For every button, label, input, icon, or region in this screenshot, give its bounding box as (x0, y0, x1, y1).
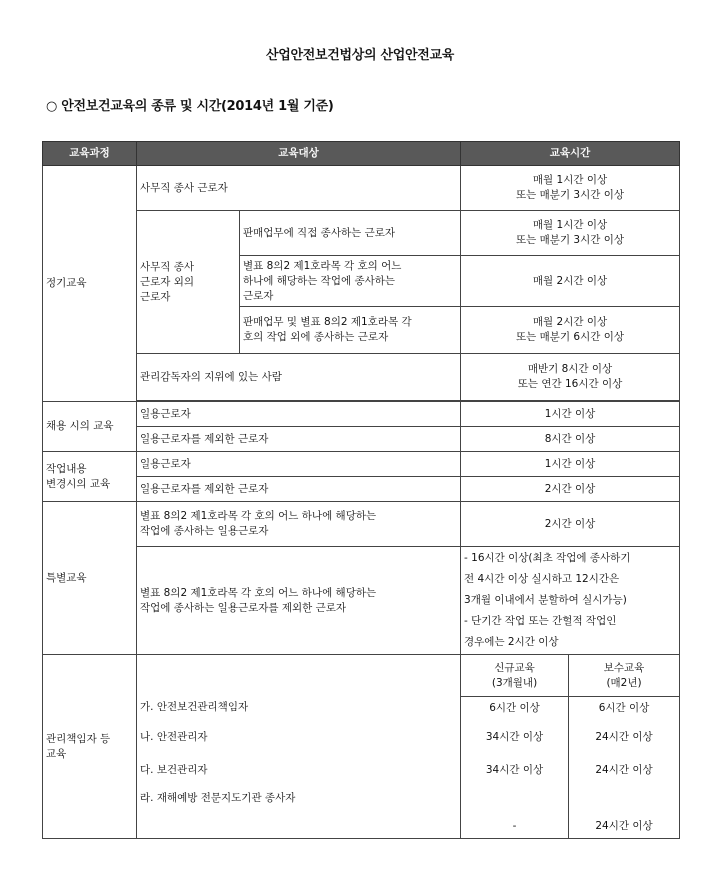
table-row (43, 354, 680, 401)
target-hiring-daily: 일용근로자 (137, 402, 461, 427)
table-row (43, 502, 680, 547)
document-title: 산업안전보건법상의 산업안전교육 (265, 48, 455, 63)
target-change-daily: 일용근로자 (137, 452, 461, 477)
table-row (43, 427, 680, 452)
table-row (43, 477, 680, 502)
target-office-worker: 사무직 종사 근로자 (137, 166, 461, 211)
table-row (43, 402, 680, 427)
time-hiring-daily: 1시간 이상 (461, 402, 680, 427)
target-other: 판매업무 및 별표 8의2 제1호라목 각 호의 작업 외에 종사하는 근로자 (240, 307, 461, 354)
course-special: 특별교육 (43, 502, 137, 655)
refresh-manager-3: 24시간 이상 (569, 787, 680, 839)
table-row (43, 721, 680, 754)
header-time: 교육시간 (461, 142, 680, 166)
time-sales: 매월 1시간 이상 또는 매분기 3시간 이상 (461, 211, 680, 256)
course-hiring: 채용 시의 교육 (43, 402, 137, 452)
table-header-row (43, 142, 680, 166)
refresh-manager-2: 24시간 이상 (569, 754, 680, 787)
target-manager-3: 라. 재해예방 전문지도기관 종사자 (137, 787, 461, 839)
table-row (43, 655, 680, 697)
target-manager-2: 다. 보건관리자 (137, 754, 461, 787)
target-manager-0: 가. 안전보건관리책임자 (137, 655, 461, 721)
time-table8: 매월 2시간 이상 (461, 256, 680, 307)
refresh-manager-1: 24시간 이상 (569, 721, 680, 754)
time-supervisor: 매반기 8시간 이상 또는 연간 16시간 이상 (461, 354, 680, 401)
table-row (43, 547, 680, 655)
header-refresh-education: 보수교육 (매2년) (569, 655, 680, 697)
table-row (43, 754, 680, 787)
table-row (43, 211, 680, 256)
time-change-daily: 1시간 이상 (461, 452, 680, 477)
target-manager-1: 나. 안전관리자 (137, 721, 461, 754)
time-office-worker: 매월 1시간 이상 또는 매분기 3시간 이상 (461, 166, 680, 211)
target-special-daily: 별표 8의2 제1호라목 각 호의 어느 하나에 해당하는 작업에 종사하는 일용근로자 (137, 502, 461, 547)
target-non-office: 사무직 종사 근로자 외의 근로자 (137, 211, 240, 354)
table-row (43, 166, 680, 211)
course-change: 작업내용 변경시의 교육 (43, 452, 137, 502)
target-special-non-daily: 별표 8의2 제1호라목 각 호의 어느 하나에 해당하는 작업에 종사하는 일용근로자를 제외한 근로자 (137, 547, 461, 655)
target-change-non-daily: 일용근로자를 제외한 근로자 (137, 477, 461, 502)
course-managers: 관리책임자 등 교육 (43, 655, 137, 839)
refresh-manager-0: 6시간 이상 (569, 697, 680, 721)
target-supervisor: 관리감독자의 지위에 있는 사람 (137, 354, 461, 401)
table-row (43, 787, 680, 839)
course-regular: 정기교육 (43, 166, 137, 402)
education-table (42, 141, 680, 839)
new-manager-3: - (461, 787, 569, 839)
time-special-daily: 2시간 이상 (461, 502, 680, 547)
target-hiring-non-daily: 일용근로자를 제외한 근로자 (137, 427, 461, 452)
header-new-education: 신규교육 (3개월내) (461, 655, 569, 697)
time-special-non-daily: - 16시간 이상(최초 작업에 종사하기 전 4시간 이상 실시하고 12시간은 3개월 이내에서 분할하여 실시가능) - 단기간 작업 또는 간헐적 작업인 경우에는 2시간 이상 (461, 547, 680, 655)
time-hiring-non-daily: 8시간 이상 (461, 427, 680, 452)
target-sales: 판매업무에 직접 종사하는 근로자 (240, 211, 461, 256)
time-change-non-daily: 2시간 이상 (461, 477, 680, 502)
new-manager-1: 34시간 이상 (461, 721, 569, 754)
header-course: 교육과정 (43, 142, 137, 166)
new-manager-0: 6시간 이상 (461, 697, 569, 721)
new-manager-2: 34시간 이상 (461, 754, 569, 787)
header-target: 교육대상 (137, 142, 461, 166)
time-other: 매월 2시간 이상 또는 매분기 6시간 이상 (461, 307, 680, 354)
table-row (43, 452, 680, 477)
section-heading: ○ 안전보건교육의 종류 및 시간(2014년 1월 기준) (46, 99, 334, 114)
target-table8: 별표 8의2 제1호라목 각 호의 어느 하나에 해당하는 작업에 종사하는 근로자 (240, 256, 461, 307)
